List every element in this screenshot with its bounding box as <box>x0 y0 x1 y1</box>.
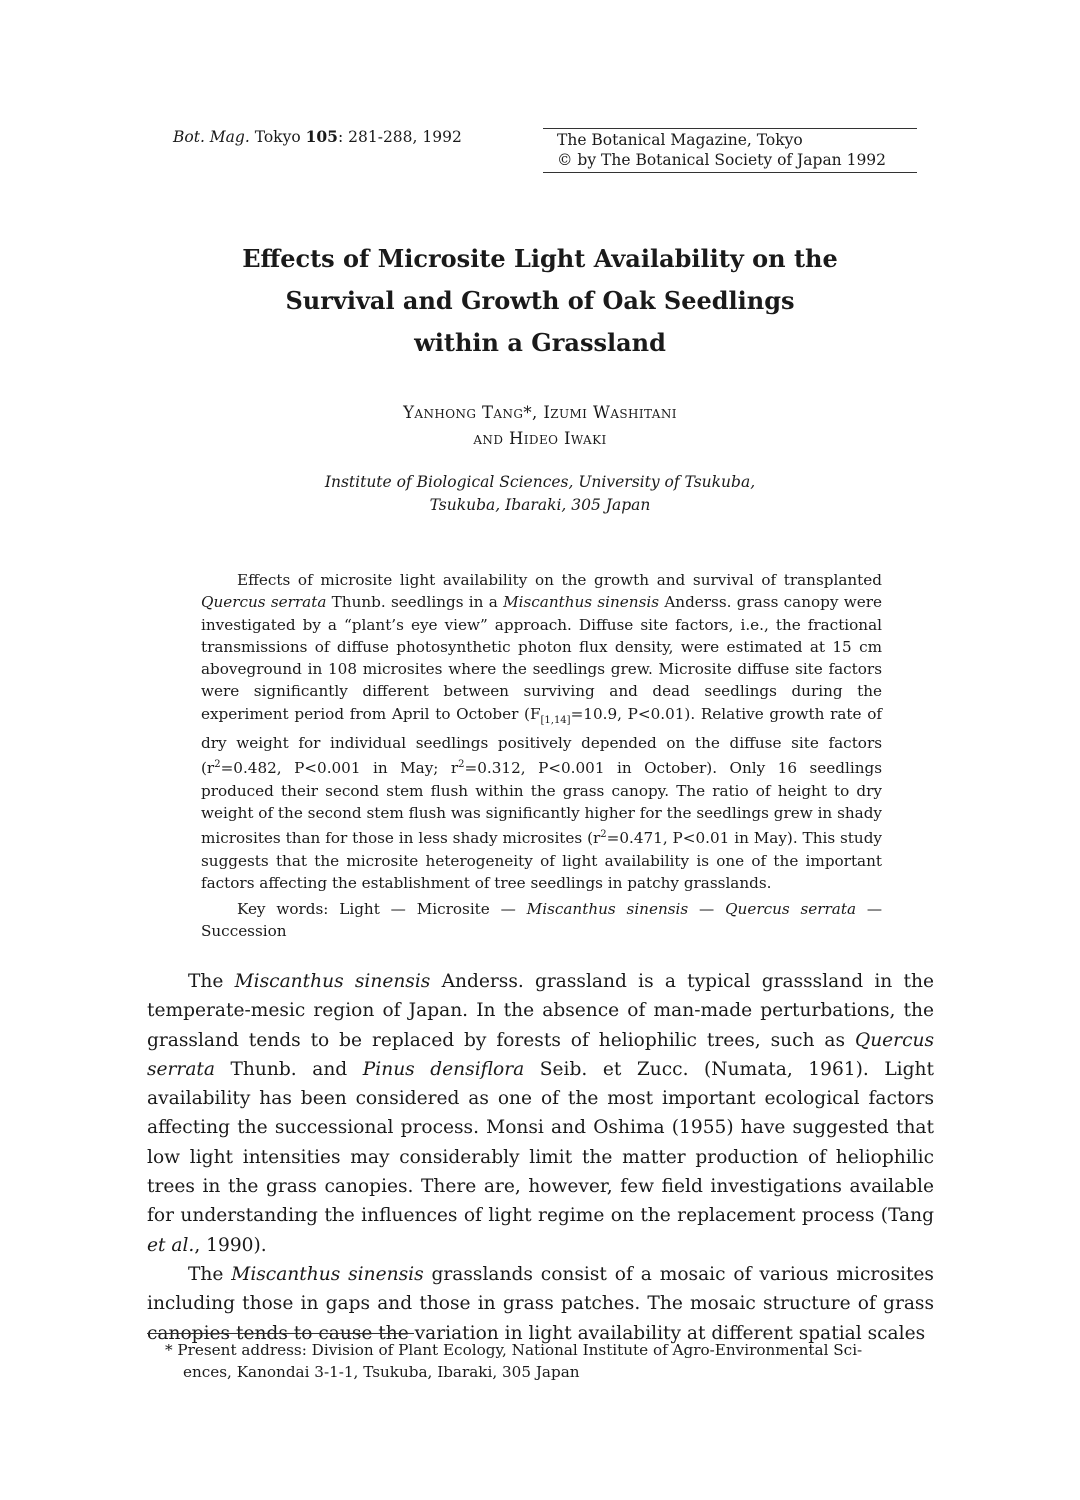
footnote-line-1: * Present address: Division of Plant Ecology, National Institute of Agro-Environmental Sci- <box>165 1341 863 1359</box>
abstract <box>201 569 882 894</box>
body-paragraph-1: The Miscanthus sinensis Anderss. grassland is a typical grasssland in the temperate-mesic region of Japan. In the absence of man-made perturbations, the grassland tends to be replaced by forests of heliophilic trees, such as Quercus serrata Thunb. and Pinus densiflora Seib. et Zucc. (Numata, 1961). Light availability has been considered as one of the most important ecological factors affecting the successional process. Monsi and Oshima (1955) have suggested that low light intensities may considerably limit the matter production of heliophilic trees in the grass canopies. There are, however, few field investigations available for understanding the influences of light regime on the replacement process (Tang et al., 1990). <box>147 971 934 1256</box>
footnote <box>147 1339 934 1383</box>
title-line-3: within a Grassland <box>414 328 666 357</box>
journal-volume: 105 <box>305 127 338 146</box>
copyright-line: © by The Botanical Society of Japan 1992 <box>557 151 887 169</box>
body-paragraph-2: The Miscanthus sinensis grasslands consist of a mosaic of various microsites including those in gaps and those in grass patches. The mosaic structure of grass canopies tends to cause the variation in light availability at different spatial scales <box>147 1263 934 1344</box>
authors-line-1: Yanhong Tang*, Izumi Washitani <box>403 403 677 422</box>
keywords: Key words: Light — Microsite — Miscanthus sinensis — Quercus serrata — Succession <box>201 900 883 941</box>
footnote-line-2: ences, Kanondai 3-1-1, Tsukuba, Ibaraki, 305 Japan <box>183 1363 580 1381</box>
journal-pages: : 281-288, 1992 <box>337 128 462 146</box>
title-line-1: Effects of Microsite Light Availability on the <box>242 244 838 273</box>
journal-citation <box>173 127 462 146</box>
journal-city: Tokyo <box>254 128 301 146</box>
keywords-label: Key words: <box>237 900 329 918</box>
affiliation-line-1: Institute of Biological Sciences, University of Tsukuba, <box>324 473 756 491</box>
abstract-paragraph: Effects of microsite light availability on the growth and survival of transplanted Quercus serrata Thunb. seedlings in a Miscanthus sinensis Anderss. grass canopy were investigated by a “plant’s eye view” approach. Diffuse site factors, i.e., the fractional transmissions of diffuse photosynthetic photon flux density, were estimated at 15 cm aboveground in 108 microsites where the seedlings grew. Microsite diffuse site factors were significantly different between surviving and dead seedlings during the experiment period from April to October ($F_{[1,14]}=10.9$, P<0.01). Relative growth rate of dry weight for individual seedlings positively depended on the diffuse site factors ($r^2=0.482$, P<0.001 in May; $r^2=0.312$, P<0.001 in October). Only 16 seedlings produced their second stem flush within the grass canopy. The ratio of height to dry weight of the second stem flush was significantly higher for the seedlings grew in shady microsites than for those in less shady microsites ($r^2=0.471$, P<0.01 in May). This study suggests that the microsite heterogeneity of light availability is one of the important factors affecting the establishment of tree seedlings in patchy grasslands. <box>201 571 882 893</box>
journal-name: Bot. Mag. <box>173 128 250 146</box>
paper-title <box>160 238 920 364</box>
body-text <box>147 967 934 1348</box>
affiliation <box>160 471 920 517</box>
authors-line-2: and Hideo Iwaki <box>473 429 607 448</box>
author-list <box>160 400 920 452</box>
publisher-box <box>543 128 917 173</box>
publisher-line-1: The Botanical Magazine, Tokyo <box>557 131 803 149</box>
title-line-2: Survival and Growth of Oak Seedlings <box>285 286 795 315</box>
affiliation-line-2: Tsukuba, Ibaraki, 305 Japan <box>429 496 651 514</box>
footnote-divider <box>147 1333 414 1334</box>
